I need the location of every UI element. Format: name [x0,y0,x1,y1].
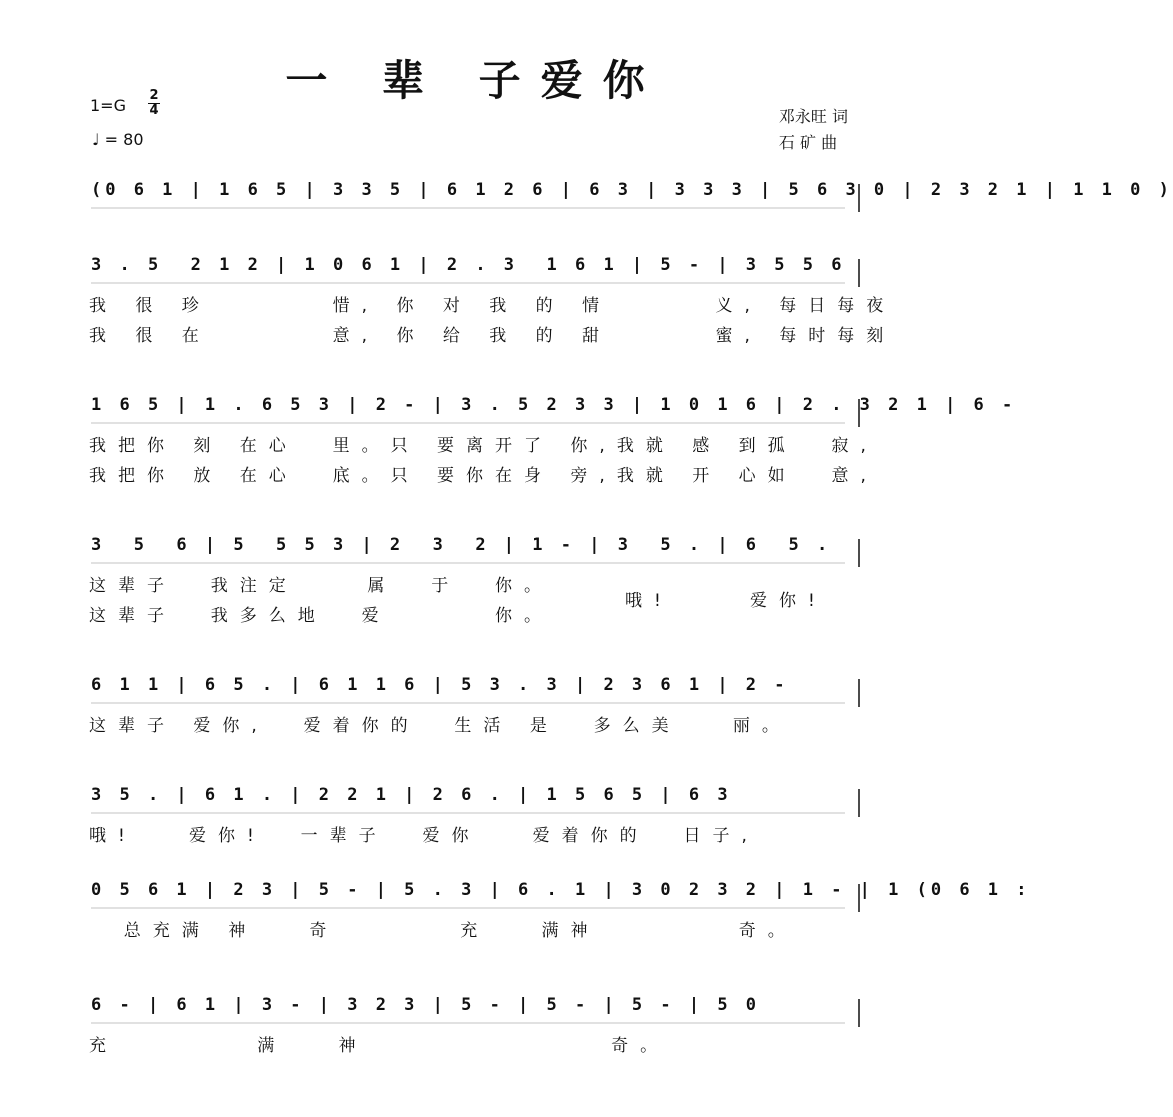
lyric-text: 总充满 神 奇 充 满神 奇。 [89,921,797,941]
time-sig-bottom: 4 [149,103,159,118]
note-text: 3 5 6 | 5 5 5 3 | 2 3 2 | 1 - | 3 5 . | 6 5 . [91,535,832,555]
composer-credit: 石 矿 曲 [778,133,838,152]
notation-row [85,995,860,1031]
time-sig-top: 2 [149,88,159,103]
note-text: 3 . 5 2 1 2 | 1 0 6 1 | 2 . 3 1 6 1 | 5 - | 3 5 5 6 [91,255,846,275]
credits [779,104,848,156]
score-line [85,395,1017,491]
notation-row [85,535,860,571]
score-line [85,180,1173,216]
lyric-row [85,321,896,351]
note-text: 0 5 6 1 | 2 3 | 5 - | 5 . 3 | 6 . 1 | 3 0 2 3 2 | 1 - | 1 (0 6 1 : [91,880,1031,900]
score-line [85,535,860,631]
lyricist-credit: 邓永旺 词 [778,107,848,126]
song-title: 一 辈 子爱你 [285,56,665,105]
lyric-text: 我把你 刻 在心 里。只 要离开了 你,我就 感 到孤 寂, [89,436,878,456]
lyric-row [85,711,860,741]
lyric-text: 充 满 神 奇。 [89,1036,670,1056]
notation-row [85,785,860,821]
key-signature: 1=G [90,96,126,115]
lyric-text: 我把你 放 在心 底。只 要你在身 旁,我就 开 心如 意, [89,466,878,486]
score-line [85,255,896,351]
lyric-text: 这辈子 爱你, 爱着你的 生活 是 多么美 丽。 [89,716,791,736]
score-line [85,785,860,851]
lyric-row [85,571,860,611]
tempo-marking [92,130,144,149]
lyric-row [85,821,860,851]
lyric-text: 我 很 在 意, 你 给 我 的 甜 蜜, 每时每刻 [89,326,896,346]
note-text: 6 1 1 | 6 5 . | 6 1 1 6 | 5 3 . 3 | 2 3 6 1 | 2 - [91,675,789,695]
notation-row [85,180,1173,216]
lyric-text: 这辈子 我注定 属 于 你。 [89,576,554,596]
lyric-text: 哦! 爱你! 一辈子 爱你 爱着你的 日子, [89,826,759,846]
score-line [85,675,860,741]
lyric-row [85,431,878,461]
note-text: 6 - | 6 1 | 3 - | 3 2 3 | 5 - | 5 - | 5 - | 5 0 [91,995,761,1015]
lyric-row [85,1031,860,1061]
notation-row [85,395,1017,431]
lyric-row [85,461,878,491]
notation-row [85,880,1031,916]
lyric-text: 我 很 珍 惜, 你 对 我 的 情 义, 每日每夜 [89,296,896,316]
note-text: 3 5 . | 6 1 . | 2 2 1 | 2 6 . | 1 5 6 5 | 6 3 [91,785,732,805]
tempo-value: = 80 [104,130,144,149]
lyric-row [85,291,896,321]
aside-lyric: 爱你! [750,591,827,611]
notation-row [85,675,860,711]
score-line [85,995,860,1061]
score-line [85,880,1031,946]
quarter-note-icon: ♩ [92,130,100,149]
lyric-row [85,591,860,631]
lyric-row [85,916,860,946]
lyric-text: 这辈子 我多么地 爱 你。 [89,606,554,626]
note-text: (0 6 1 | 1 6 5 | 3 3 5 | 6 1 2 6 | 6 3 | 3 3 3 | 5 6 3 0 | 2 3 2 1 | 1 1 0 ) [91,180,1173,200]
time-signature [148,89,160,118]
aside-lyric: 哦! [625,591,673,611]
note-text: 1 6 5 | 1 . 6 5 3 | 2 - | 3 . 5 2 3 3 | 1 0 1 6 | 2 . 3 2 1 | 6 - [91,395,1017,415]
notation-row [85,255,860,291]
